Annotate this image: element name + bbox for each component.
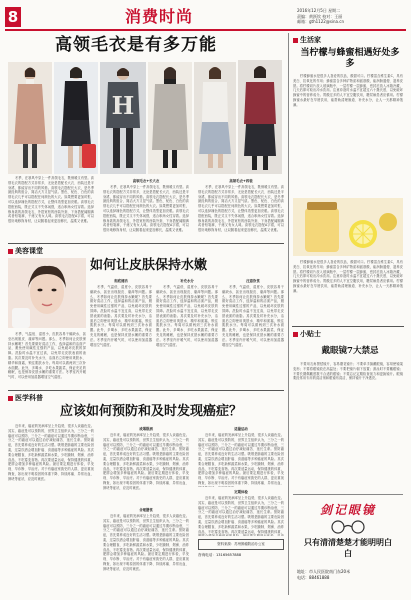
cancer-col2: [103, 424, 189, 594]
living-body-2: 柠檬蜂蜜水是很多人喜爱的饮品，酸甜可口。柠檬富含维生素C，具有美白、抗氧化的作用；蜂蜜富含多种矿物质和氨基酸，能润肠通便、滋养皮肤。将柠檬切片放入玻璃瓶中，一层柠檬一层蜂蜜，密封后放入冰箱冷藏，几天后即可取出冲水饮用。注意冲泡时水温不宜超过六十摄氏度，以免破坏蜂蜜中的营养成分。胃酸过多的人不宜空腹饮用，糖尿病患者应慎用。柠檬蜂蜜水最好在早晨饮用，能帮助清理肠道、补充水分，让人一天都精神饱满。: [293, 260, 403, 293]
cancer-body-col2b: 近年来，癌症的发病率呈上升趋势，很多人谈癌色变。其实，癌症是可以预防的，世界卫生组织认为，三分之一的癌症可以预防，三分之一的癌症可以通过早期诊断治愈，三分之一的癌症可以通过治疗减轻痛苦、延长生命。预防癌症，首先要养成良好的生活习惯。吸烟是肺癌的主要危险因素，过量饮酒会增加肝癌、食道癌等多种癌症的风险。其次要合理膳食，多吃新鲜蔬菜和水果，少吃腌制、烟熏、油炸食品，不吃霉变食物。再次要适量运动，保持健康的体重，肥胖会增加多种癌症的风险。最后要定期进行体检，早发现、早诊断、早治疗。对于有癌症家族史的人群，更应重视筛查，如出现不明原因的体重下降、持续疼痛、异常出血、肿块等症状，应及时就医。: [103, 514, 189, 571]
ad-glasses-icon: [328, 519, 368, 533]
masthead-editor: 责编：黄跃钦 校对：王丽: [297, 13, 343, 19]
section-title: 消费时尚: [125, 7, 194, 26]
sweater-subhead-2: 高领毛衣+西装: [229, 179, 253, 183]
living-body: 柠檬蜂蜜水是很多人喜爱的饮品，酸甜可口。柠檬富含维生素C，具有美白、抗氧化的作用；蜂蜜富含多种矿物质和氨基酸，能润肠通便、滋养皮肤。将柠檬切片放入玻璃瓶中，一层柠檬一层蜂蜜，密封后放入冰箱冷藏，几天后即可取出冲水饮用。注意冲泡时水温不宜超过六十摄氏度，以免破坏蜂蜜中的营养成分。胃酸过多的人不宜空腹饮用，糖尿病患者应慎用。柠檬蜂蜜水最好在早晨饮用，能帮助清理肠道、补充水分，让人一天都精神饱满。: [293, 74, 403, 107]
sweater-article: [8, 176, 284, 240]
skincare-photo: [8, 258, 86, 328]
skincare-col2: [156, 276, 218, 386]
ad-address: 地址：市人民医院南门东20米: [297, 569, 351, 574]
right-column-divider: [288, 33, 289, 595]
ad-phone: 电话：88461888: [297, 575, 330, 580]
sweater-subhead-1: 高领毛衣+长大衣: [132, 179, 160, 183]
tips-body: 不要用衣角擦拭镜片，容易磨花镜片；不要单手摘戴眼镜，容易使镜架变形；不要将眼镜放在高温处；不要把镜片朝下放置；游泳时不要戴眼镜；不要长期佩戴度数不合适的眼镜；不要忘记定期检查视力和更换镜片。眼镜要经常用专用的清洁剂和眼镜布清洁，保持镜片干净透亮。: [293, 362, 403, 381]
skincare-subhead-2: 补充水分: [180, 279, 194, 283]
svg-text:H: H: [111, 91, 135, 120]
cancer-subhead-4: 定期体检: [234, 490, 248, 494]
fashion-photo-3: [100, 62, 146, 174]
skincare-rule: [8, 243, 284, 244]
skincare-headline: 如何让皮肤保持水嫩: [90, 258, 208, 273]
sweater-body-col1: 冬季，在寒风中穿上一件高领毛衣，既保暖又有型。高领毛衣的搭配方式非常多，无论是搭配长大衣、西装还是半身裙，都能穿出不同的风格。高领毛衣搭配长大衣，是冬季最经典的组合，简洁大方又显气质。黑色、驼色、白色的高领毛衣几乎可以搭配任何颜色的大衣。如果想要更加时髦，可以选择撞色的搭配方式，让整体造型更加亮眼。高领毛衣搭配西装，既正式又不失休闲感，适合职场女性穿着。选择修身款的高领毛衣，外搭宽松的西装外套，下身搭配阔腿裤或者铅笔裤，干练又有女人味。高领毛衣搭配A字裙，可以很好地修饰身材，让双腿看起来更加修长，温柔又优雅。: [8, 176, 94, 224]
fashion-photo-5: [194, 62, 236, 174]
cancer-headline: 应该如何预防和及时发现癌症？: [60, 404, 243, 419]
cancer-hotline: 咨询电话：13165657888: [198, 552, 242, 557]
fashion-photo-1: [8, 62, 52, 174]
glasses-ad: [293, 494, 403, 595]
lemon-honey-photo: [293, 198, 403, 256]
cancer-body-col2a: 近年来，癌症的发病率呈上升趋势，很多人谈癌色变。其实，癌症是可以预防的，世界卫生组织认为，三分之一的癌症可以预防，三分之一的癌症可以通过早期诊断治愈，三分之一的癌症可以通过治疗减轻痛苦、延长生命。预防癌症，首先要养成良好的生活习惯。吸烟是肺癌的主要危险因素，过量饮酒会增加肝癌、食道癌等多种癌症的风险。其次要合理膳食，多吃新鲜蔬菜和水果，少吃腌制、烟熏、油炸食品，不吃霉变食物。再次要适量运动，保持健康的体重，肥胖会增加多种癌症的风险。最后要定期进行体检，早发现、早诊断、早治疗。对于有癌症家族史的人群，更应重视筛查，如出现不明原因的体重下降、持续疼痛、异常出血、肿块等症状，应及时就医。: [103, 433, 189, 490]
cancer-subhead-3: 适量运动: [234, 427, 248, 431]
cancer-col3: [198, 424, 284, 594]
masthead-rule: [5, 29, 406, 31]
masthead: [5, 6, 406, 28]
skincare-body-col2: 冬季，气温低、湿度小，皮肤容易干燥缺水，甚至出现脱皮、瘙痒等问题。那么，冬季如何让皮肤保持水嫩呢？首先要做好清洁工作，选择温和的洁面产品，避免使用碱性过强的产品，以免破坏皮肤的屏障。洗脸时水温不宜过高，以免带走皮肤表面的油脂。其次要及时补充水分，洁面后立即使用爽肤水、精华和面霜，锁住肌肤水分。每周可以做两到三次补水面膜。此外，多喝水、多吃水果蔬菜，保证充足的睡眠，也是保持皮肤水嫩的重要方法。冬季室内开暖气时，可以使用加湿器增加空气湿度。: [156, 285, 218, 347]
skincare-col1: [90, 276, 152, 386]
cancer-body-col3a: 近年来，癌症的发病率呈上升趋势，很多人谈癌色变。其实，癌症是可以预防的，世界卫生组织认为，三分之一的癌症可以预防，三分之一的癌症可以通过早期诊断治愈，三分之一的癌症可以通过治疗减轻痛苦、延长生命。预防癌症，首先要养成良好的生活习惯。吸烟是肺癌的主要危险因素，过量饮酒会增加肝癌、食道癌等多种癌症的风险。其次要合理膳食，多吃新鲜蔬菜和水果，少吃腌制、烟熏、油炸食品，不吃霉变食物。再次要适量运动，保持健康的体重，肥胖会增加多种癌症的风险。最后要定期进行体检，早发现、早诊断、早治疗。对于有癌症家族史的人群，更应重视筛查，如出现不明原因的体重下降、持续疼痛、异常出血、: [198, 433, 284, 485]
tips-rule: [292, 326, 404, 327]
ad-brand: 剑记眼镜: [319, 503, 376, 517]
cancer-source-banner: 资料来源：苏州肿瘤防治办公室: [198, 539, 284, 550]
cancer-rule: [8, 390, 284, 391]
skincare-body-col3: 冬季，气温低、湿度小，皮肤容易干燥缺水，甚至出现脱皮、瘙痒等问题。那么，冬季如何让皮肤保持水嫩呢？首先要做好清洁工作，选择温和的洁面产品，避免使用碱性过强的产品，以免破坏皮肤的屏障。洗脸时水温不宜过高，以免带走皮肤表面的油脂。其次要及时补充水分，洁面后立即使用爽肤水、精华和面霜，锁住肌肤水分。每周可以做两到三次补水面膜。此外，多喝水、多吃水果蔬菜，保证充足的睡眠，也是保持皮肤水嫩的重要方法。冬季室内开暖气时，可以使用加湿器增加空气湿度。: [222, 285, 284, 347]
sweater-col2: [103, 176, 189, 240]
skincare-col3: [222, 276, 284, 386]
masthead-email: 邮箱：gth1122@sina.cn: [297, 19, 345, 24]
sweater-col3: [198, 176, 284, 240]
fashion-photo-2: [54, 62, 98, 174]
cancer-body-col3b: 近年来，癌症的发病率呈上升趋势，很多人谈癌色变。其实，癌症是可以预防的，世界卫生组织认为，三分之一的癌症可以预防，三分之一的癌症可以通过早期诊断治愈，三分之一的癌症可以通过治疗减轻痛苦、延长生命。预防癌症，首先要养成良好的生活习惯。吸烟是肺癌的主要危险因素，过量饮酒会增加肝癌、食道癌等多种癌症的风险。其次要合理膳食，多吃新鲜蔬菜和水果，少吃腌制、烟熏、油炸食品，不吃霉变食物。再次要适量运动，保持健康的体重，: [198, 496, 284, 534]
skincare-section-label: 美容课堂: [8, 247, 43, 256]
sweater-headline: 高领毛衣是有多万能: [55, 35, 217, 55]
cancer-section-label: 医学科普: [8, 394, 43, 403]
tips-section-label: 小贴士: [293, 330, 321, 339]
sweater-body-col2: 冬季，在寒风中穿上一件高领毛衣，既保暖又有型。高领毛衣的搭配方式非常多，无论是搭配长大衣、西装还是半身裙，都能穿出不同的风格。高领毛衣搭配长大衣，是冬季最经典的组合，简洁大方又显气质。黑色、驼色、白色的高领毛衣几乎可以搭配任何颜色的大衣。如果想要更加时髦，可以选择撞色的搭配方式，让整体造型更加亮眼。高领毛衣搭配西装，既正式又不失休闲感，适合职场女性穿着。选择修身款的高领毛衣，外搭宽松的西装外套，下身搭配阔腿裤或者铅笔裤，干练又有女人味。高领毛衣搭配A字裙，可以很好地修饰身材，让双腿看起来更加修长，温柔又优雅。: [103, 185, 189, 233]
ad-slogan: 只有清清楚楚才能明明白白: [304, 537, 392, 558]
living-headline: 当柠檬与蜂蜜相遇好处多多: [300, 48, 400, 69]
fashion-photo-4: [148, 62, 192, 174]
masthead-date: 2016年12月5日 星期二: [297, 8, 341, 13]
skincare-body-left: 冬季，气温低、湿度小，皮肤容易干燥缺水，甚至出现脱皮、瘙痒等问题。那么，冬季如何让皮肤保持水嫩呢？首先要做好清洁工作，选择温和的洁面产品，避免使用碱性过强的产品，以免破坏皮肤的屏障。洗脸时水温不宜过高，以免带走皮肤表面的油脂。其次要及时补充水分，洁面后立即使用爽肤水、精华和面霜，锁住肌肤水分。每周可以做两到三次补水面膜。此外，多喝水、多吃水果蔬菜，保证充足的睡眠，也是保持皮肤水嫩的重要方法。冬季室内开暖气时，可以使用加湿器增加空气湿度。: [8, 332, 86, 380]
skincare-subhead-3: 注意饮食: [246, 279, 260, 283]
tips-headline: 戴眼镜7大禁忌: [321, 346, 379, 356]
skincare-article: [90, 276, 284, 386]
cancer-subhead-1: 戒烟限酒: [139, 427, 153, 431]
cancer-article: [8, 424, 284, 594]
sweater-body-col3: 冬季，在寒风中穿上一件高领毛衣，既保暖又有型。高领毛衣的搭配方式非常多，无论是搭配长大衣、西装还是半身裙，都能穿出不同的风格。高领毛衣搭配长大衣，是冬季最经典的组合，简洁大方又显气质。黑色、驼色、白色的高领毛衣几乎可以搭配任何颜色的大衣。如果想要更加时髦，可以选择撞色的搭配方式，让整体造型更加亮眼。高领毛衣搭配西装，既正式又不失休闲感，适合职场女性穿着。选择修身款的高领毛衣，外搭宽松的西装外套，下身搭配阔腿裤或者铅笔裤，干练又有女人味。高领毛衣搭配A字裙，可以很好地修饰身材，让双腿看起来更加修长，温柔又优雅。: [198, 185, 284, 233]
skincare-subhead-1: 彻底清洁: [114, 279, 128, 283]
fashion-photo-6: [238, 60, 282, 174]
cancer-body-col1: 近年来，癌症的发病率呈上升趋势，很多人谈癌色变。其实，癌症是可以预防的，世界卫生组织认为，三分之一的癌症可以预防，三分之一的癌症可以通过早期诊断治愈，三分之一的癌症可以通过治疗减轻痛苦、延长生命。预防癌症，首先要养成良好的生活习惯。吸烟是肺癌的主要危险因素，过量饮酒会增加肝癌、食道癌等多种癌症的风险。其次要合理膳食，多吃新鲜蔬菜和水果，少吃腌制、烟熏、油炸食品，不吃霉变食物。再次要适量运动，保持健康的体重，肥胖会增加多种癌症的风险。最后要定期进行体检，早发现、早诊断、早治疗。对于有癌症家族史的人群，更应重视筛查，如出现不明原因的体重下降、持续疼痛、异常出血、肿块等症状，应及时就医。: [8, 424, 94, 481]
cancer-subhead-2: 合理膳食: [139, 508, 153, 512]
skincare-body-col1: 冬季，气温低、湿度小，皮肤容易干燥缺水，甚至出现脱皮、瘙痒等问题。那么，冬季如何让皮肤保持水嫩呢？首先要做好清洁工作，选择温和的洁面产品，避免使用碱性过强的产品，以免破坏皮肤的屏障。洗脸时水温不宜过高，以免带走皮肤表面的油脂。其次要及时补充水分，洁面后立即使用爽肤水、精华和面霜，锁住肌肤水分。每周可以做两到三次补水面膜。此外，多喝水、多吃水果蔬菜，保证充足的睡眠，也是保持皮肤水嫩的重要方法。冬季室内开暖气时，可以使用加湿器增加空气湿度。: [90, 285, 152, 347]
page-number-badge: 8: [5, 7, 21, 27]
living-section-label: 生活家: [293, 36, 321, 45]
